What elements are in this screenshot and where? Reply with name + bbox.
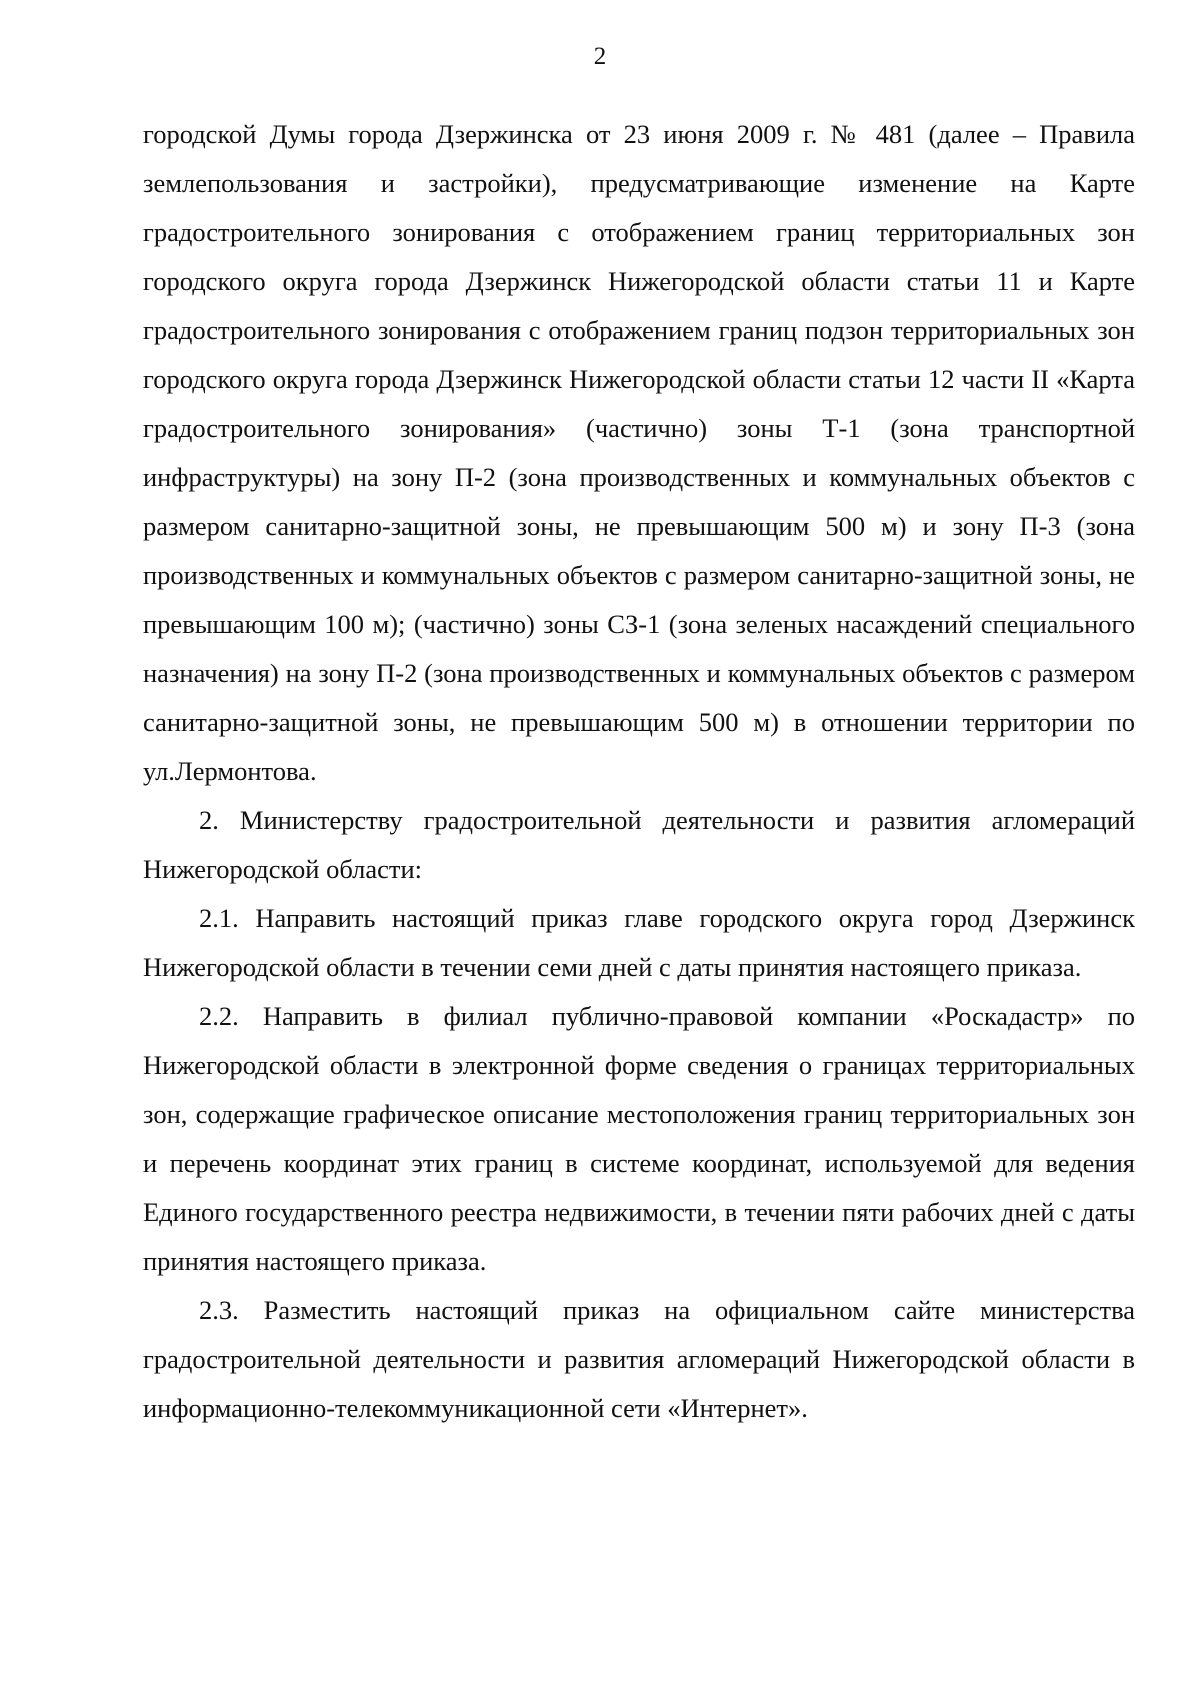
paragraph-item-2-2: 2.2. Направить в филиал публично-правовой компании «Роскадастр» по Нижегородской области в электронной форме сведения о границах территориальных зон, содержащие графическое описание местоположения границ территориальных зон и перечень координат этих границ в системе координат, используемой для ведения Единого государственного реестра недвижимости, в течении пяти рабочих дней с даты принятия настоящего приказа. (143, 1001, 1135, 1276)
page-number: 2 (593, 43, 607, 70)
paragraph-item-2-1: 2.1. Направить настоящий приказ главе городского округа город Дзержинск Нижегородской области в течении семи дней с даты принятия настоящего приказа. (143, 903, 1135, 982)
document-body (143, 110, 1135, 1433)
paragraph-item-2: 2. Министерству градостроительной деятельности и развития агломераций Нижегородской области: (143, 805, 1135, 884)
paragraph-item-2-3: 2.3. Разместить настоящий приказ на официальном сайте министерства градостроительной деятельности и развития агломераций Нижегородской области в информационно-телекоммуникационной сети «Интернет». (143, 1295, 1135, 1423)
paragraph-continuation: городской Думы города Дзержинска от 23 июня 2009 г. № 481 (далее – Правила землепользования и застройки), предусматривающие изменение на Карте градостроительного зонирования с отображением границ территориальных зон городского округа города Дзержинск Нижегородской области статьи 11 и Карте градостроительного зонирования с отображением границ подзон территориальных зон городского округа города Дзержинск Нижегородской области статьи 12 части II «Карта градостроительного зонирования» (частично) зоны Т-1 (зона транспортной инфраструктуры) на зону П-2 (зона производственных и коммунальных объектов с размером санитарно-защитной зоны, не превышающим 500 м) и зону П-3 (зона производственных и коммунальных объектов с размером санитарно-защитной зоны, не превышающим 100 м); (частично) зоны СЗ-1 (зона зеленых насаждений специального назначения) на зону П-2 (зона производственных и коммунальных объектов с размером санитарно-защитной зоны, не превышающим 500 м) в отношении территории по ул.Лермонтова. (143, 119, 1135, 786)
